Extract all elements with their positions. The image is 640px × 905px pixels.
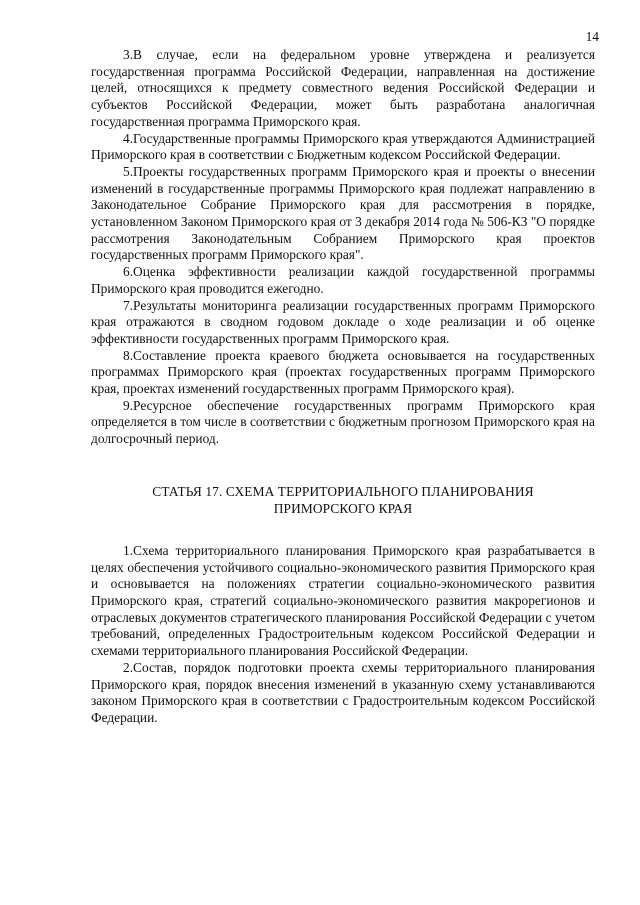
paragraph-8: 8.Составление проекта краевого бюджета основывается на государственных программах Приморского края (проектах государственных программ Приморского края, проектах изменений государственных программ Приморского края).: [91, 347, 595, 397]
article-heading: [91, 483, 595, 517]
paragraph-6: 6.Оценка эффективности реализации каждой государственной программы Приморского края проводится ежегодно.: [91, 264, 595, 296]
page-number: 14: [585, 29, 599, 44]
article-heading-line-1: СТАТЬЯ 17. СХЕМА ТЕРРИТОРИАЛЬНОГО ПЛАНИРОВАНИЯ: [152, 483, 534, 499]
article-17-paragraph-1: 1.Схема территориального планирования Приморского края разрабатывается в целях обеспечения устойчивого социально-экономического развития Приморского края и основывается на положениях стратегии социально-экономического развития Приморского края, стратегий социально-экономического развития макрорегионов и отраслевых документов стратегического планирования Российской Федерации с учетом требований, определенных Градостроительным кодексом Российской Федерации и схемами территориального планирования Российской Федерации.: [91, 542, 595, 659]
paragraph-9: 9.Ресурсное обеспечение государственных программ Приморского края определяется в том числе в соответствии с бюджетным прогнозом Приморского края на долгосрочный период.: [91, 397, 595, 447]
paragraph-7: 7.Результаты мониторинга реализации государственных программ Приморского края отражаются в сводном годовом докладе о ходе реализации и об оценке эффективности государственных программ Приморского края.: [91, 297, 595, 346]
paragraph-4: 4.Государственные программы Приморского края утверждаются Администрацией Приморского края в соответствии с Бюджетным кодексом Российской Федерации.: [91, 130, 595, 163]
paragraph-5: 5.Проекты государственных программ Приморского края и проекты о внесении изменений в государственные программы Приморского края подлежат направлению в Законодательное Собрание Приморского края для рассмотрения в порядке, установленном Законом Приморского края от 3 декабря 2014 года № 506-КЗ "О порядке рассмотрения Законодательным Собранием Приморского края проектов государственных программ Приморского края".: [91, 163, 595, 263]
article-17-paragraph-2: 2.Состав, порядок подготовки проекта схемы территориального планирования Приморского края, порядок внесения изменений в указанную схему устанавливаются законом Приморского края в соответствии с Градостроительным кодексом Российской Федерации.: [91, 659, 595, 725]
paragraph-3: 3.В случае, если на федеральном уровне утверждена и реализуется государственная программа Российской Федерации, направленная на достижение целей, относящихся к предмету совместного ведения Российской Федерации и субъектов Российской Федерации, может быть разработана аналогичная государственная программа Приморского края.: [91, 47, 595, 129]
document-body: [91, 47, 595, 727]
article-heading-line-2: ПРИМОРСКОГО КРАЯ: [273, 500, 413, 516]
